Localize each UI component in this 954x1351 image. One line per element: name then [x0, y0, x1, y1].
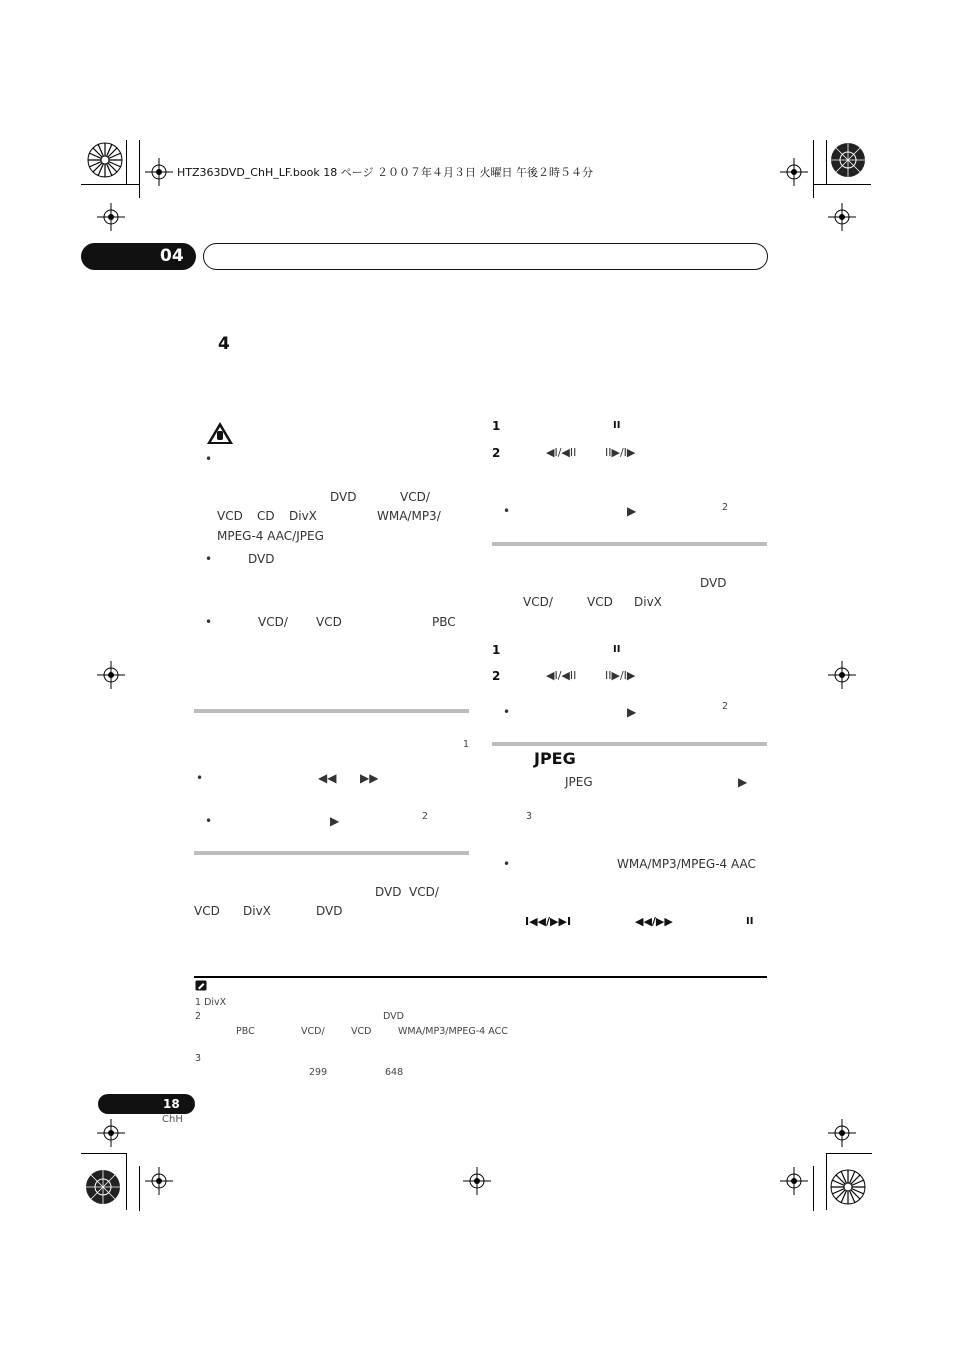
note-ref: 2: [722, 701, 729, 712]
footnote-text: 648: [385, 1067, 404, 1078]
skip-icon: I◀◀/▶▶I: [525, 915, 572, 928]
page-number-tab: [98, 1094, 195, 1114]
play-icon: ▶: [738, 775, 748, 789]
footnote: 1 DivX: [195, 997, 227, 1008]
crop-line: [826, 1153, 872, 1154]
crop-line: [813, 184, 871, 185]
crosshair-mark-icon: [97, 203, 125, 231]
section-divider: [492, 742, 767, 746]
crosshair-mark-icon: [828, 661, 856, 689]
section-number: 4: [218, 334, 230, 354]
text-dvd: DVD: [248, 552, 275, 566]
text-cd: CD: [257, 509, 275, 523]
section-divider: [492, 542, 767, 546]
crop-line: [813, 140, 814, 198]
registration-mark-icon: [83, 1167, 123, 1207]
footnote-text: 299: [309, 1067, 328, 1078]
footnote-text: VCD: [351, 1026, 372, 1037]
text-formats: WMA/MP3/: [377, 509, 441, 523]
pause-icon: II: [613, 644, 621, 655]
text-dvd: DVD: [316, 904, 343, 918]
crop-line: [813, 1166, 814, 1211]
rewind-icon: ◀◀: [318, 771, 337, 785]
crop-line: [139, 140, 140, 198]
footnote-text: DVD: [383, 1011, 404, 1022]
crop-line: [826, 1153, 827, 1210]
crosshair-mark-icon: [828, 1119, 856, 1147]
caution-icon: [206, 421, 234, 445]
note-ref: 2: [422, 811, 429, 822]
step-reverse-icon: ◀I/◀II: [546, 669, 577, 682]
step-number: 1: [492, 419, 501, 433]
text-dvd: DVD: [330, 490, 357, 504]
crosshair-mark-icon: [145, 1167, 173, 1195]
text-dvd: DVD: [375, 885, 402, 899]
footnote-text: WMA/MP3/MPEG-4 ACC: [398, 1026, 508, 1037]
text-vcd: VCD/: [400, 490, 430, 504]
crosshair-mark-icon: [828, 203, 856, 231]
text-formats: MPEG-4 AAC/JPEG: [217, 529, 324, 543]
text-vcd: VCD: [217, 509, 243, 523]
text-jpeg: JPEG: [565, 775, 593, 789]
footnote-divider: [194, 976, 767, 978]
fast-forward-icon: ▶▶: [360, 771, 379, 785]
crop-line: [81, 1153, 127, 1154]
footnote: 2: [195, 1011, 202, 1022]
text-vcd: VCD/: [523, 595, 553, 609]
crosshair-mark-icon: [780, 158, 808, 186]
crosshair-mark-icon: [97, 661, 125, 689]
bullet: •: [205, 552, 213, 566]
text-vcd: VCD: [587, 595, 613, 609]
bullet: •: [503, 504, 511, 518]
step-forward-icon: II▶/I▶: [605, 669, 636, 682]
footnote: 3: [195, 1053, 202, 1064]
step-number: 2: [492, 669, 501, 683]
crop-line: [126, 1153, 127, 1210]
footnote-text: PBC: [236, 1026, 255, 1037]
text-pbc: PBC: [432, 615, 456, 629]
step-number: 1: [492, 643, 501, 657]
text-divx: DivX: [243, 904, 271, 918]
text-vcd: VCD: [316, 615, 342, 629]
bullet: •: [503, 857, 511, 871]
step-reverse-icon: ◀I/◀II: [546, 446, 577, 459]
crosshair-mark-icon: [463, 1167, 491, 1195]
bullet: •: [205, 452, 213, 466]
text-vcd: VCD: [194, 904, 220, 918]
language-code: ChH: [162, 1114, 183, 1125]
bullet: •: [196, 771, 204, 785]
registration-mark-icon: [85, 140, 125, 180]
section-divider: [194, 851, 469, 855]
crop-line: [826, 140, 827, 185]
text-vcd: VCD/: [409, 885, 439, 899]
note-ref: 1: [463, 739, 470, 750]
text-dvd: DVD: [700, 576, 727, 590]
crop-line: [126, 140, 127, 185]
text-divx: DivX: [289, 509, 317, 523]
footnote-text: VCD/: [301, 1026, 325, 1037]
play-icon: ▶: [627, 504, 637, 518]
note-icon: [195, 980, 207, 991]
bullet: •: [205, 814, 213, 828]
text-formats: WMA/MP3/MPEG-4 AAC: [617, 857, 756, 871]
pause-icon: II: [613, 420, 621, 431]
play-icon: ▶: [627, 705, 637, 719]
step-forward-icon: II▶/I▶: [605, 446, 636, 459]
crop-line: [139, 1166, 140, 1211]
section-divider: [194, 709, 469, 713]
crop-line: [81, 184, 139, 185]
text-divx: DivX: [634, 595, 662, 609]
step-number: 2: [492, 446, 501, 460]
crosshair-mark-icon: [780, 1167, 808, 1195]
crosshair-mark-icon: [97, 1119, 125, 1147]
chapter-title-bar: [203, 243, 768, 270]
scan-icon: ◀◀/▶▶: [635, 915, 673, 928]
registration-mark-icon: [828, 1167, 868, 1207]
crosshair-mark-icon: [145, 158, 173, 186]
page-number: 18: [163, 1097, 180, 1111]
registration-mark-icon: [828, 140, 868, 180]
section-heading: JPEG: [534, 749, 576, 768]
pause-icon: II: [746, 916, 754, 927]
bullet: •: [503, 705, 511, 719]
file-info-line: HTZ363DVD_ChH_LF.book 18 ページ ２００７年４月３日 火曜日 午後２時５４分: [177, 166, 593, 179]
chapter-number: 04: [160, 246, 184, 266]
note-ref: 3: [526, 811, 533, 822]
text-vcd: VCD/: [258, 615, 288, 629]
note-ref: 2: [722, 502, 729, 513]
bullet: •: [205, 615, 213, 629]
play-icon: ▶: [330, 814, 340, 828]
